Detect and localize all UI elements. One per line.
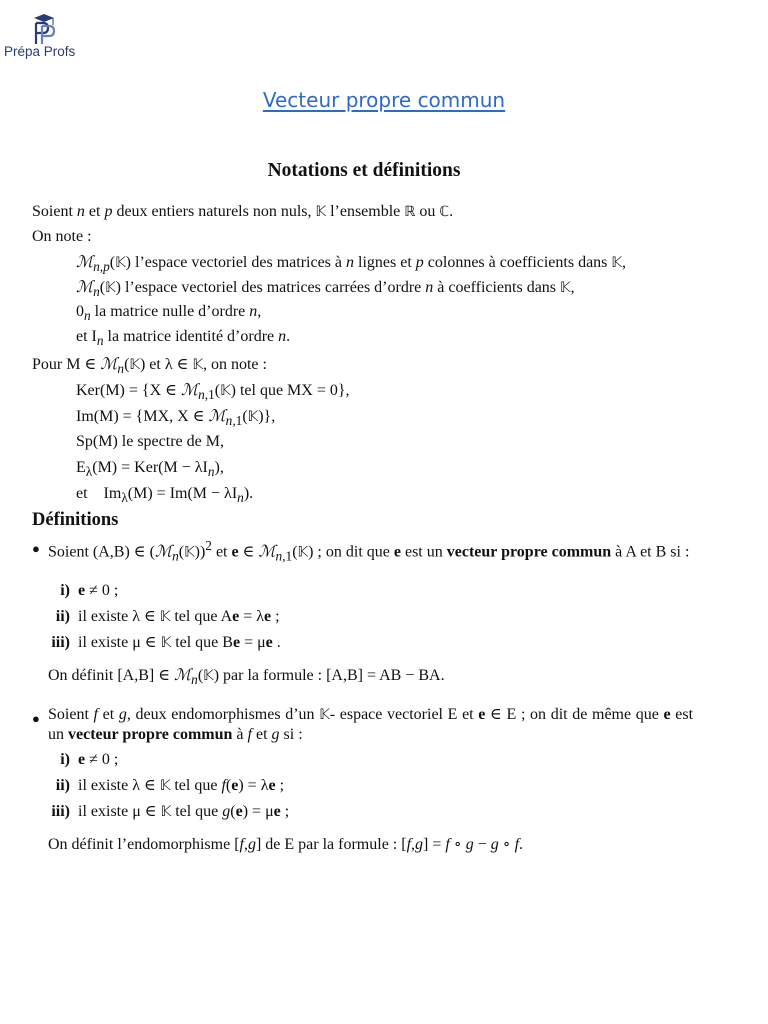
notation-mnp: ℳ$_{n,p}$(𝕂) l’espace vectoriel des matrices à n lignes et p colonnes à coefficients dans 𝕂,	[76, 252, 626, 275]
commutator-matrix-def: On définit [A,B] ∈ ℳ$_n$(𝕂) par la formule : [A,B] = AB − BA.	[48, 665, 445, 688]
endo-condition-i: i) e ≠ 0 ;	[60, 751, 119, 768]
notation-im: Im(M) = {MX, X ∈ ℳ$_{n,1}$(𝕂)},	[76, 406, 276, 429]
commutator-endo-def: On définit l’endomorphisme [f,g] de E par la formule : [f,g] = f ∘ g − g ∘ f.	[48, 836, 524, 853]
bullet-icon: ●	[32, 711, 40, 726]
bullet-icon: ●	[32, 541, 40, 556]
on-note-line: On note :	[32, 228, 92, 245]
notation-identity: et $I_n$ la matrice identité d’ordre n.	[76, 328, 291, 349]
intro-line: Soient n et p deux entiers naturels non nuls, 𝕂 l’ensemble ℝ ou ℂ.	[32, 203, 454, 220]
matrix-condition-i: i) e ≠ 0 ;	[60, 582, 119, 599]
notation-ker: Ker(M) = {X ∈ ℳ$_{n,1}$(𝕂) tel que MX = 0},	[76, 380, 350, 403]
notation-sp: Sp(M) le spectre de M,	[76, 433, 224, 450]
pour-m-line: Pour M ∈ ℳ$_n$(𝕂) et λ ∈ 𝕂, on note :	[32, 354, 267, 377]
definition-endomorphisms: Soient f et g, deux endomorphismes d’un 𝕂- espace vectoriel E et e ∈ E ; on dit de même que e est un vecteur propre commun à f et g si :	[48, 706, 694, 743]
notation-imlambda: et $Im_\lambda(M) = Im(M - \lambda I_n)$.	[76, 485, 254, 506]
endo-condition-ii: ii) il existe λ ∈ 𝕂 tel que f(e) = λe ;	[55, 777, 285, 794]
section-heading: Notations et définitions	[267, 160, 461, 181]
notation-mn: ℳ$_n$(𝕂) l’espace vectoriel des matrices carrées d’ordre n à coefficients dans 𝕂,	[76, 277, 575, 300]
definition-matrices: Soient (A,B) ∈ (ℳ$_n$(𝕂))$^2$ et e ∈ ℳ$_{n,1}$(𝕂) ; on dit que e est un vecteur propre commun à A et B si :	[48, 538, 690, 564]
page-title: Vecteur propre commun	[262, 88, 506, 112]
definitions-heading: Définitions	[32, 510, 119, 530]
matrix-condition-iii: iii) il existe μ ∈ 𝕂 tel que Be = μe .	[51, 634, 281, 651]
notation-elambda: $E_\lambda(M) = Ker(M - \lambda I_n)$,	[76, 459, 224, 480]
notation-zero: $0_n$ la matrice nulle d’ordre n,	[76, 303, 262, 324]
logo-brand-text: Prépa Profs	[4, 44, 76, 59]
matrix-condition-ii: ii) il existe λ ∈ 𝕂 tel que Ae = λe ;	[55, 608, 280, 625]
endo-condition-iii: iii) il existe μ ∈ 𝕂 tel que g(e) = μe ;	[51, 803, 290, 820]
